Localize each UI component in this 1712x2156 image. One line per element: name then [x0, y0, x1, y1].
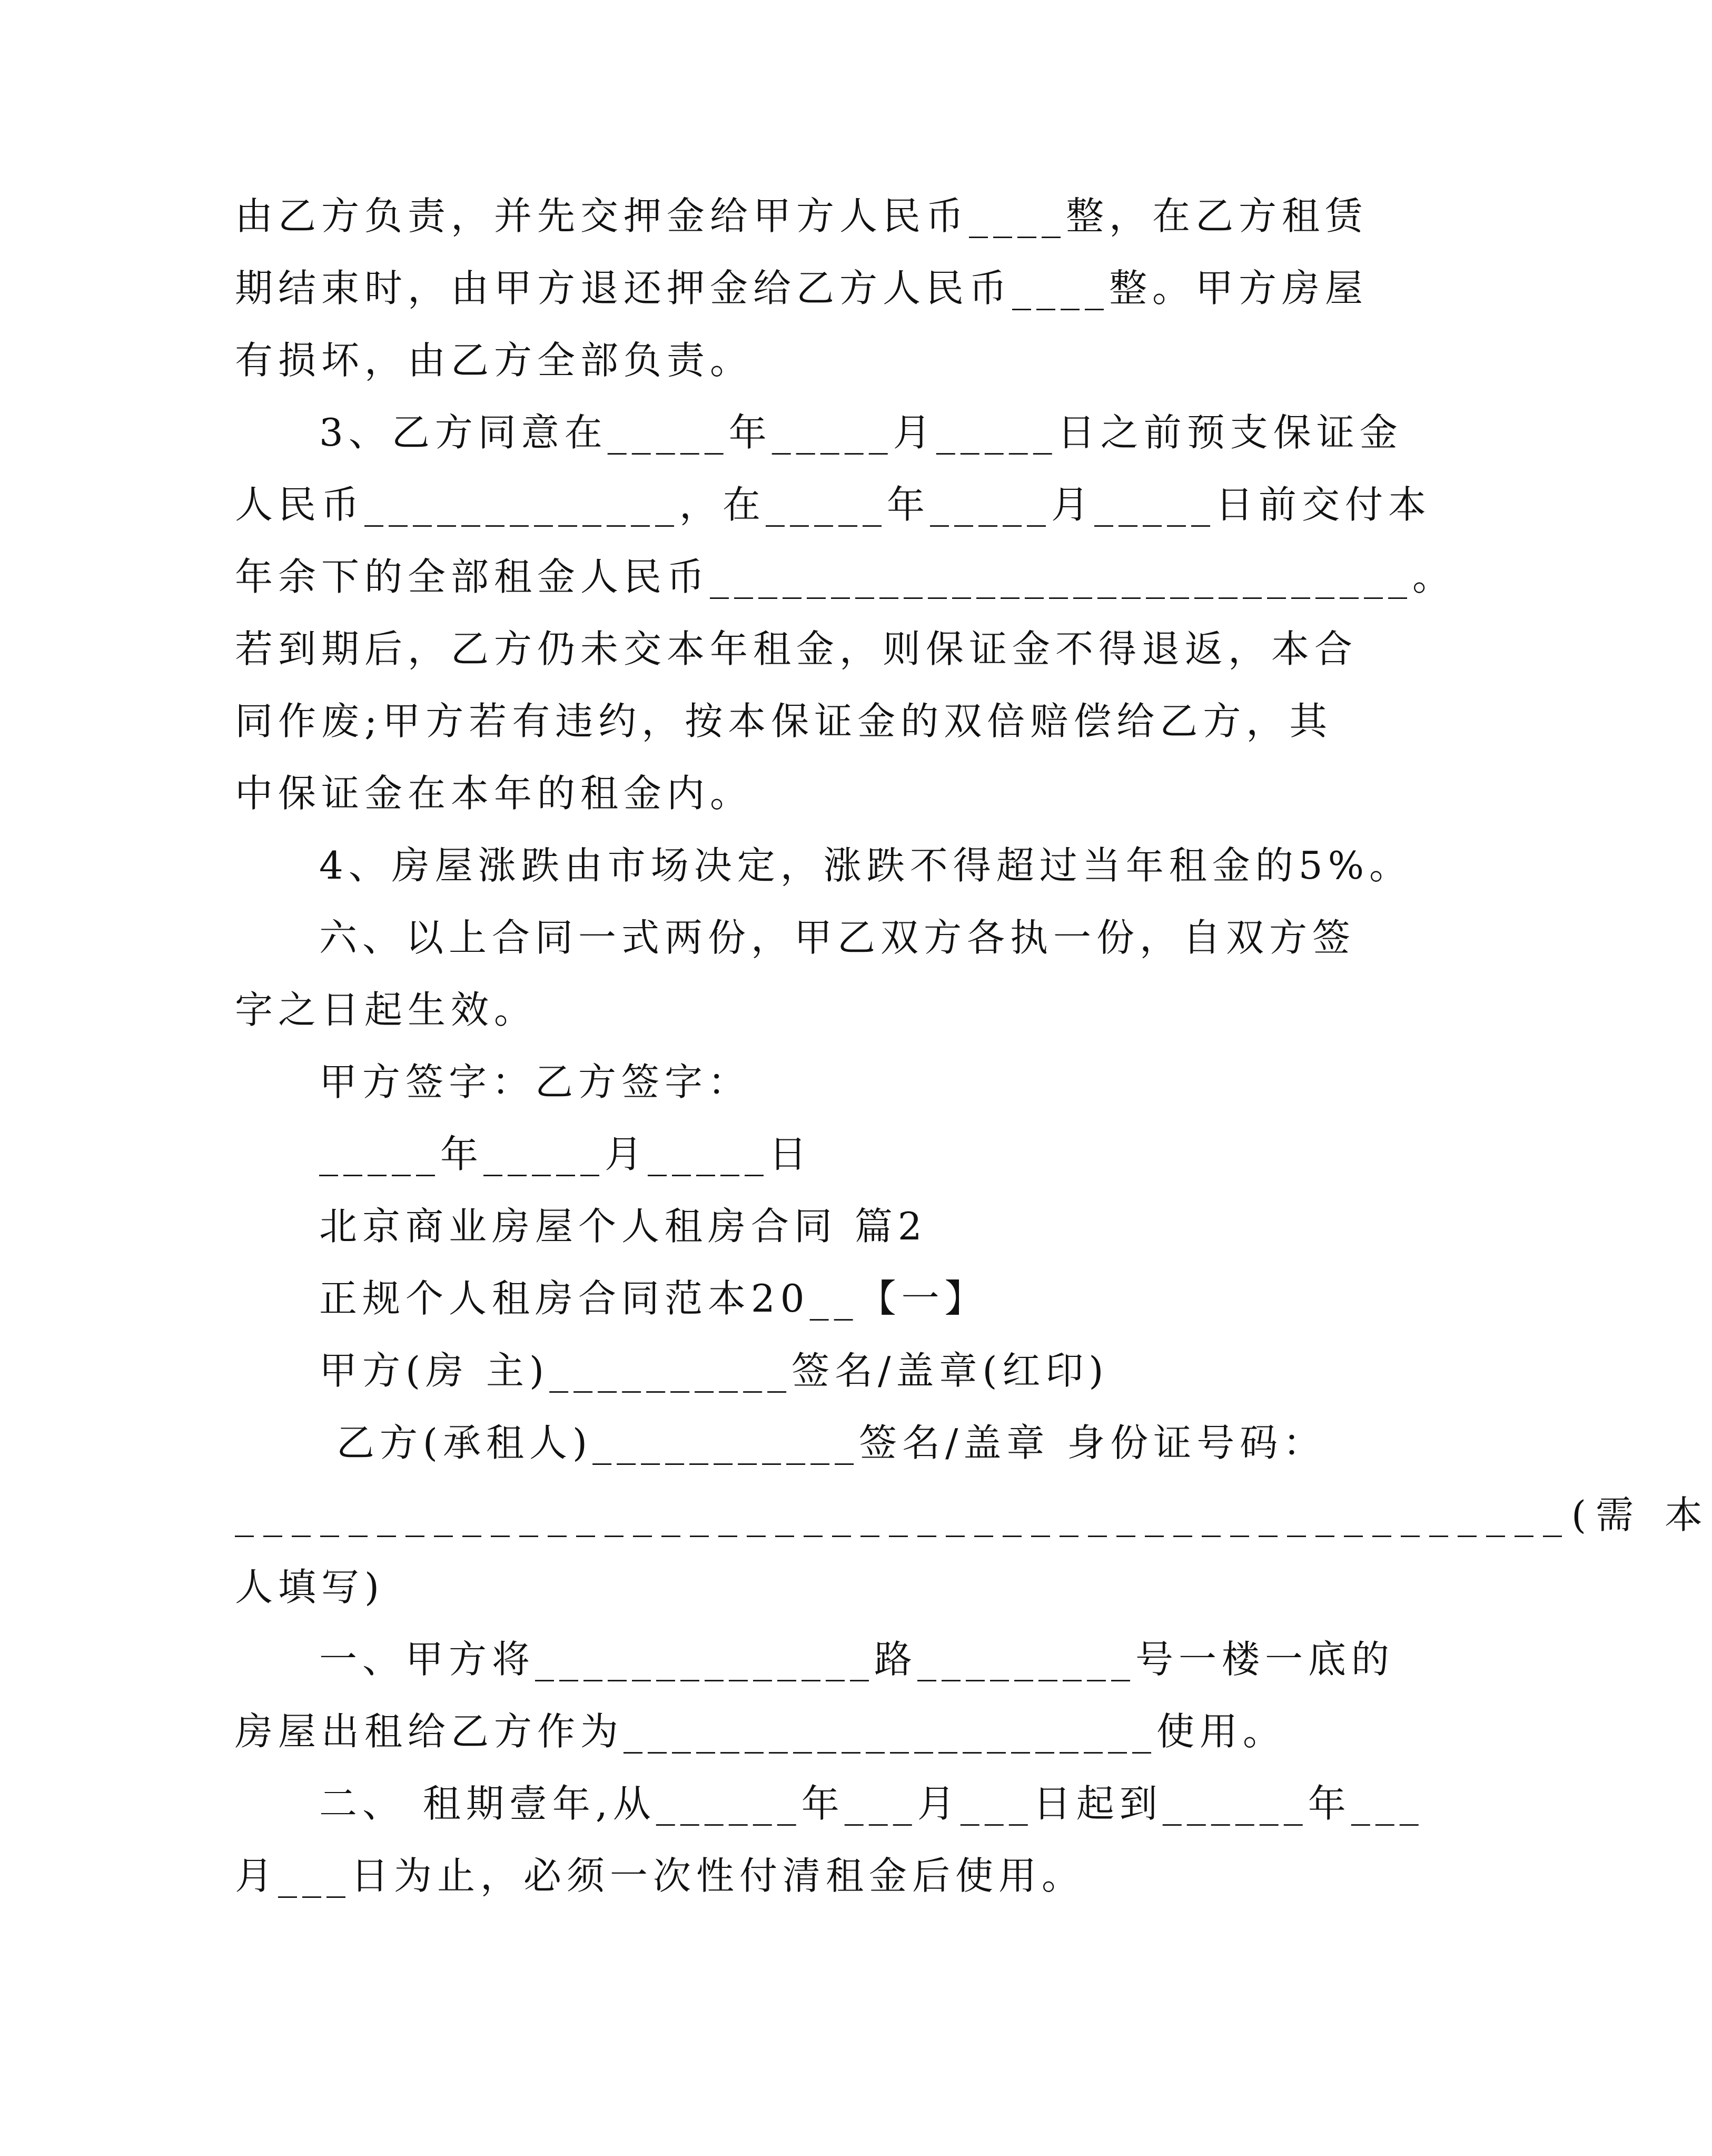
- clause-4-line: 4、房屋涨跌由市场决定，涨跌不得超过当年租金的5%。: [319, 843, 1413, 888]
- clause-3-line-6: 中保证金在本年的租金内。: [235, 771, 754, 815]
- signature-date-line: _____年_____月_____日: [319, 1132, 812, 1176]
- text-line-2: 期结束时，由甲方退还押金给乙方人民币____整。甲方房屋: [235, 266, 1369, 310]
- contract-text: [235, 180, 1712, 1912]
- clause-3-line-3: 年余下的全部租金人民币_____________________________。: [235, 555, 1456, 599]
- section-six-line-1: 六、以上合同一式两份，甲乙双方各执一份，自双方签: [319, 915, 1356, 960]
- signature-line: 甲方签字：乙方签字：: [319, 1060, 751, 1104]
- contract-subtitle: 正规个人租房合同范本20__【一】: [319, 1276, 988, 1321]
- contract-title-2: 北京商业房屋个人租房合同 篇2: [319, 1204, 927, 1248]
- id-number-note: 人填写): [235, 1565, 385, 1609]
- clause-3-line-1: 3、乙方同意在_____年_____月_____日之前预支保证金: [319, 410, 1403, 455]
- section-six-line-2: 字之日起生效。: [235, 988, 538, 1032]
- clause-one-line-2: 房屋出租给乙方作为______________________使用。: [235, 1709, 1287, 1754]
- clause-3-line-5: 同作废;甲方若有违约，按本保证金的双倍赔偿给乙方，其: [235, 699, 1333, 743]
- text-line-1: 由乙方负责，并先交押金给甲方人民币____整，在乙方租赁: [235, 194, 1369, 238]
- clause-3-line-4: 若到期后，乙方仍未交本年租金，则保证金不得退返，本合: [235, 627, 1358, 671]
- clause-two-line-1: 二、 租期壹年,从______年___月___日起到______年___: [319, 1781, 1424, 1826]
- text-line-3: 有损坏，由乙方全部负责。: [235, 338, 754, 382]
- clause-3-line-2: 人民币_____________，在_____年_____月_____日前交付本: [235, 483, 1432, 527]
- id-number-line: _______________________________________________(需 本: [235, 1493, 1712, 1537]
- clause-two-line-2: 月___日为止，必须一次性付清租金后使用。: [235, 1854, 1085, 1898]
- party-b-line: 乙方(承租人)___________签名/盖章 身份证号码：: [319, 1421, 1327, 1465]
- clause-one-line-1: 一、甲方将______________路_________号一楼一底的: [319, 1637, 1395, 1681]
- party-a-line: 甲方(房 主)__________签名/盖章(红印): [319, 1348, 1109, 1393]
